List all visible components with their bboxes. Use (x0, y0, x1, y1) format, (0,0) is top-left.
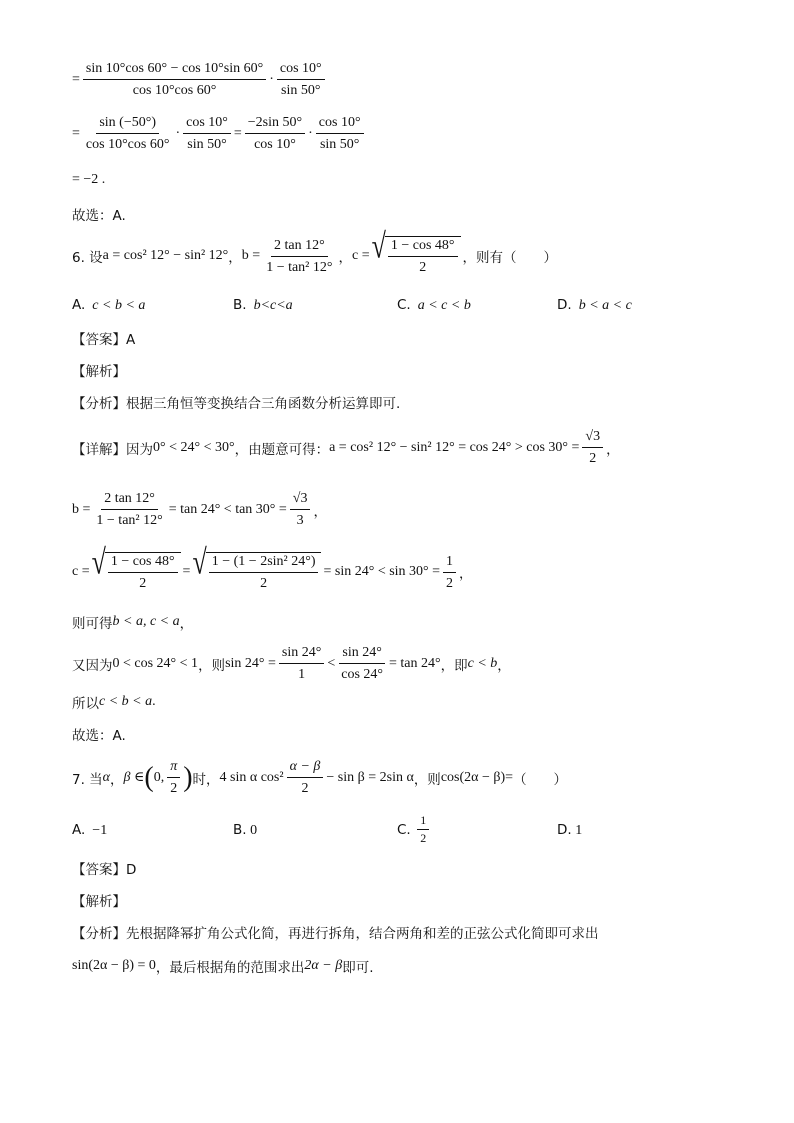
fraction: $\frac{\sin 24^\circ}{\cos 24^\circ}$ (341, 645, 384, 682)
detail-line-also: 又因为 0 < cos 24° < 1 ，则 sin 24° = $\frac{\sin 24^\circ}{1}$ < $\frac{\sin 24^\circ}{\cos 24^\circ}$ = tan 24° ，即 c < b ， (72, 645, 511, 682)
detail-line-then: 则可得 b < a, c < a ， (72, 614, 194, 632)
fraction: $\frac{2 \tan 12^\circ}{\text{1 − tan² 12°}}$ (266, 237, 333, 275)
fraction: $\frac{-2\sin 50^\circ}{\cos 10^\circ}$ (245, 114, 305, 153)
fraction: $\frac{\sin 10^\circ\cos 60^\circ - \cos 10^\circ\sin 60^\circ}{\cos 10^\circ\cos 60^\circ}$ (83, 60, 266, 99)
choice-line: 故选：A. (72, 208, 126, 224)
option-b: B. 0 (233, 822, 258, 838)
analysis-text: 【分析】根据三角恒等变换结合三角函数分析运算即可. (72, 396, 401, 412)
option-b: B. b<c<a (233, 297, 293, 313)
answer-label: 【答案】A (72, 332, 136, 348)
option-c: C. a < c < b (397, 297, 471, 313)
question-6-stem: 6. 设 a = cos² 12° − sin² 12° ， b = $\frac{2 \tan 12^\circ}{\text{1 − tan² 12°}}$ ， c = √ $\frac{1 - \cos 48^\circ}{2}$ ，则有（ ） (72, 226, 558, 275)
solution-label: 【解析】 (72, 894, 126, 910)
option-d: D. b < a < c (557, 297, 632, 313)
detail-line-1: 【详解】因为 0° < 24° < 30° ，由题意可得： a = cos² 12° − sin² 12° = cos 24° > cos 30° = $\frac{√3}{2}$ ， (72, 429, 620, 466)
equals-sign: = (72, 71, 80, 87)
fraction: $\frac{\sin 24^\circ}{1}$ (279, 644, 324, 683)
fraction: $\frac{\pi}{2}$ (167, 758, 180, 797)
detail-line-c: c = √ $\frac{1 - \cos 48^\circ}{2}$ = √ $\frac{\text{1 − (1 − 2sin² 24°)}}{2}$ = sin 24° < sin 30° = $\frac{1}{2}$ ， (72, 542, 473, 591)
fraction: $\frac{√3}{2}$ (582, 428, 603, 467)
square-root: √ $\frac{\text{1 − (1 − 2sin² 24°)}}{2}$ (192, 552, 321, 592)
fraction: $\frac{\sin (-50^\circ)}{\cos 10^\circ\cos 60^\circ}$ (85, 115, 170, 152)
equation-line-3: = −2 . (72, 172, 106, 187)
detail-line-b: b = $\frac{2 \tan 12^\circ}{\text{1 − tan² 12°}}$ = tan 24° < tan 30° = $\frac{√3}{3}$ ， (72, 491, 327, 528)
equation-line-2: = $\frac{\sin (-50^\circ)}{\cos 10^\circ\cos 60^\circ}$ · $\frac{\cos 10^\circ}{\sin 50^\circ}$ = $\frac{-2\sin 50^\circ}{\cos 10^\circ}$ · $\frac{\cos 10^\circ}{\sin 50^\circ}$ (72, 114, 367, 153)
fraction: $\frac{√3}{3}$ (290, 490, 311, 529)
option-d: D. 1 (557, 822, 583, 838)
option-a: A. −1 (72, 822, 108, 838)
square-root: √ $\frac{1 - \cos 48^\circ}{2}$ (92, 552, 181, 592)
option-c: C. $\frac{1}{2}$ (397, 814, 432, 845)
detail-line-so: 所以 c < b < a . (72, 694, 156, 712)
equation-line-1: = $\frac{\sin 10^\circ\cos 60^\circ - \cos 10^\circ\sin 60^\circ}{\cos 10^\circ\cos 60^\circ}$ · $\frac{\cos 10^\circ}{\sin 50^\circ}$ (72, 60, 328, 99)
option-a: A. c < b < a (72, 297, 146, 313)
fraction: $\frac{\cos 10^\circ}{\sin 50^\circ}$ (183, 114, 231, 153)
question-7-stem: 7. 当 α ， β ∈ ( 0, $\frac{\pi}{2}$ ) 时， 4 sin α cos² $\frac{\alpha - \beta}{2}$ − sin β = 2sin α ，则 cos(2α − β)= （ ） (72, 759, 568, 796)
fraction: $\frac{\alpha - \beta}{2}$ (287, 758, 324, 797)
fraction: $\frac{1}{2}$ (443, 553, 456, 592)
fraction: $\frac{1}{2}$ (417, 814, 429, 845)
choice-line: 故选：A. (72, 728, 126, 744)
fraction: $\frac{\cos 10^\circ}{\sin 50^\circ}$ (316, 114, 364, 153)
square-root: √ $\frac{1 - \cos 48^\circ}{2}$ (372, 236, 461, 276)
analysis-text-cont: sin(2α − β) = 0 ，最后根据角的范围求出 2α − β 即可. (72, 958, 374, 976)
fraction: $\frac{\cos 10^\circ}{\sin 50^\circ}$ (277, 60, 325, 99)
solution-label: 【解析】 (72, 364, 126, 380)
analysis-text: 【分析】先根据降幂扩角公式化简，再进行拆角，结合两角和差的正弦公式化简即可求出 (72, 926, 599, 942)
answer-label: 【答案】D (72, 862, 137, 878)
fraction: $\frac{2 \tan 12^\circ}{\text{1 − tan² 12°}}$ (96, 491, 163, 528)
